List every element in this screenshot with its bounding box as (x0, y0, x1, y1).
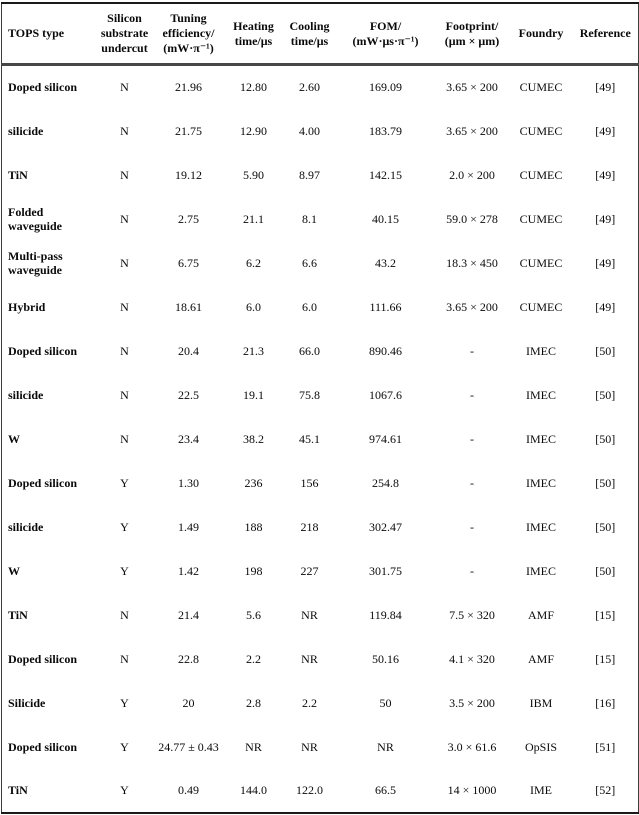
undercut-cell: N (120, 123, 129, 138)
reference-cell: [52] (595, 783, 616, 797)
foundry-cell: IMEC (526, 387, 556, 402)
undercut-cell: Y (120, 739, 129, 754)
header-fom: FOM/ (mW·μs·π⁻¹) (352, 18, 419, 48)
footprint-cell: 3.65 × 200 (446, 299, 498, 314)
fom-cell: 142.15 (369, 167, 402, 182)
heating-time-cell: 198 (244, 563, 263, 578)
footprint-cell: 59.0 × 278 (446, 211, 498, 226)
undercut-cell: Y (120, 475, 129, 490)
foundry-cell: IMEC (526, 431, 556, 446)
heating-time-cell: 6.0 (246, 299, 261, 314)
tuning-efficiency-cell: 22.5 (178, 387, 199, 402)
fom-cell: 40.15 (372, 211, 399, 226)
heating-time-cell: 12.80 (240, 80, 267, 95)
undercut-cell: N (120, 431, 129, 446)
tuning-efficiency-cell: 21.4 (178, 607, 199, 622)
fom-cell: 119.84 (369, 607, 402, 622)
tuning-efficiency-cell: 0.49 (178, 783, 199, 797)
cooling-time-cell: 227 (300, 563, 319, 578)
heating-time-cell: 6.2 (246, 255, 261, 270)
cooling-time-cell: 122.0 (296, 783, 323, 797)
tops-comparison-table (1, 2, 639, 814)
cooling-time-cell: 45.1 (299, 431, 320, 446)
table-row (2, 285, 639, 329)
fom-cell: 169.09 (369, 80, 402, 95)
cooling-time-cell: 2.2 (302, 695, 317, 710)
footprint-cell: 3.0 × 61.6 (447, 739, 497, 754)
reference-cell: [49] (595, 80, 616, 95)
tuning-efficiency-cell: 1.30 (178, 475, 199, 490)
header-cooling-time: Cooling time/μs (289, 18, 330, 48)
reference-cell: [51] (595, 739, 616, 754)
tops-type-cell: Doped silicon (8, 739, 78, 754)
foundry-cell: IMEC (526, 475, 556, 490)
tops-type-cell: TiN (8, 783, 28, 797)
tops-type-cell: TiN (8, 607, 28, 622)
table-row (2, 769, 639, 813)
reference-cell: [49] (595, 299, 616, 314)
tuning-efficiency-cell: 20.4 (178, 343, 199, 358)
table-row (2, 505, 639, 549)
table-row (2, 417, 639, 461)
undercut-cell: N (120, 255, 129, 270)
header-heating-time: Heating time/μs (233, 18, 274, 48)
table-row (2, 65, 639, 109)
footprint-cell: 3.65 × 200 (446, 123, 498, 138)
tops-type-cell: Doped silicon (8, 651, 78, 666)
table-row (2, 197, 639, 241)
header-tuning-efficiency: Tuning efficiency/ (mW·π⁻¹) (162, 11, 215, 55)
tuning-efficiency-cell: 19.12 (175, 167, 202, 182)
heating-time-cell: 5.90 (243, 167, 264, 182)
foundry-cell: IMEC (526, 519, 556, 534)
foundry-cell: CUMEC (519, 255, 563, 270)
table-row (2, 549, 639, 593)
fom-cell: 302.47 (369, 519, 402, 534)
table-row (2, 637, 639, 681)
undercut-cell: Y (120, 519, 129, 534)
table-row (2, 329, 639, 373)
footprint-cell: - (470, 475, 474, 490)
fom-cell: 301.75 (369, 563, 402, 578)
tuning-efficiency-cell: 6.75 (178, 255, 199, 270)
reference-cell: [15] (595, 607, 616, 622)
table-row (2, 373, 639, 417)
tops-type-cell: Doped silicon (8, 343, 78, 358)
fom-cell: 1067.6 (369, 387, 402, 402)
tops-type-cell: W (8, 563, 20, 578)
reference-cell: [50] (595, 563, 616, 578)
cooling-time-cell: 4.00 (299, 123, 320, 138)
footprint-cell: 18.3 × 450 (446, 255, 498, 270)
cooling-time-cell: 8.1 (302, 211, 317, 226)
fom-cell: 43.2 (375, 255, 396, 270)
cooling-time-cell: 8.97 (299, 167, 320, 182)
header-row (2, 3, 639, 65)
undercut-cell: Y (120, 783, 129, 797)
table-row (2, 681, 639, 725)
cooling-time-cell: 218 (300, 519, 319, 534)
heating-time-cell: 21.1 (243, 211, 264, 226)
fom-cell: NR (377, 739, 394, 754)
heating-time-cell: NR (245, 739, 262, 754)
undercut-cell: Y (120, 695, 129, 710)
footprint-cell: 3.5 × 200 (449, 695, 495, 710)
tops-type-cell: silicide (8, 387, 44, 402)
heating-time-cell: 2.2 (246, 651, 261, 666)
footprint-cell: 2.0 × 200 (449, 167, 495, 182)
fom-cell: 111.66 (369, 299, 402, 314)
reference-cell: [15] (595, 651, 616, 666)
tops-type-cell: Multi-pass waveguide (8, 248, 63, 277)
table-row (2, 461, 639, 505)
reference-cell: [16] (595, 695, 616, 710)
heating-time-cell: 188 (244, 519, 263, 534)
tuning-efficiency-cell: 21.96 (175, 80, 202, 95)
table-row (2, 593, 639, 637)
foundry-cell: IME (530, 783, 552, 797)
reference-cell: [50] (595, 431, 616, 446)
reference-cell: [50] (595, 475, 616, 490)
footprint-cell: - (470, 343, 474, 358)
cooling-time-cell: NR (301, 651, 318, 666)
header-footprint: Footprint/ (μm × μm) (444, 18, 500, 48)
tuning-efficiency-cell: 23.4 (178, 431, 199, 446)
undercut-cell: N (120, 343, 129, 358)
fom-cell: 50 (379, 695, 392, 710)
reference-cell: [50] (595, 343, 616, 358)
table-row (2, 241, 639, 285)
heating-time-cell: 144.0 (240, 783, 267, 797)
undercut-cell: N (120, 387, 129, 402)
heating-time-cell: 38.2 (243, 431, 264, 446)
cooling-time-cell: 6.6 (302, 255, 317, 270)
header-substrate-undercut: Silicon substrate undercut (100, 11, 149, 55)
foundry-cell: CUMEC (519, 80, 563, 95)
table-body (2, 65, 639, 813)
tops-type-cell: silicide (8, 519, 44, 534)
footprint-cell: - (470, 563, 474, 578)
undercut-cell: N (120, 607, 129, 622)
tops-type-cell: Doped silicon (8, 475, 78, 490)
footprint-cell: - (470, 519, 474, 534)
undercut-cell: Y (120, 563, 129, 578)
footprint-cell: 3.65 × 200 (446, 80, 498, 95)
undercut-cell: N (120, 211, 129, 226)
foundry-cell: CUMEC (519, 211, 563, 226)
tops-type-cell: Hybrid (8, 299, 46, 314)
heating-time-cell: 12.90 (240, 123, 267, 138)
tuning-efficiency-cell: 2.75 (178, 211, 199, 226)
tuning-efficiency-cell: 21.75 (175, 123, 202, 138)
reference-cell: [49] (595, 123, 616, 138)
heating-time-cell: 21.3 (243, 343, 264, 358)
foundry-cell: CUMEC (519, 123, 563, 138)
tops-type-cell: Silicide (8, 695, 46, 710)
footprint-cell: - (470, 387, 474, 402)
table-header (2, 3, 639, 65)
fom-cell: 974.61 (369, 431, 402, 446)
footprint-cell: 4.1 × 320 (449, 651, 495, 666)
undercut-cell: N (120, 167, 129, 182)
cooling-time-cell: 66.0 (299, 343, 320, 358)
cooling-time-cell: NR (301, 739, 318, 754)
fom-cell: 50.16 (372, 651, 399, 666)
foundry-cell: CUMEC (519, 299, 563, 314)
cooling-time-cell: 6.0 (302, 299, 317, 314)
tops-type-cell: silicide (8, 123, 44, 138)
table-row (2, 109, 639, 153)
header-reference: Reference (579, 26, 631, 40)
tops-type-cell: Folded waveguide (8, 204, 62, 233)
foundry-cell: AMF (527, 607, 554, 622)
foundry-cell: OpSIS (524, 739, 557, 754)
undercut-cell: N (120, 299, 129, 314)
tuning-efficiency-cell: 22.8 (178, 651, 199, 666)
header-foundry: Foundry (518, 26, 564, 40)
fom-cell: 890.46 (369, 343, 402, 358)
foundry-cell: IBM (529, 695, 553, 710)
fom-cell: 254.8 (372, 475, 399, 490)
undercut-cell: N (120, 80, 129, 95)
heating-time-cell: 236 (244, 475, 263, 490)
reference-cell: [49] (595, 167, 616, 182)
footprint-cell: - (470, 431, 474, 446)
tops-type-cell: Doped silicon (8, 80, 78, 95)
tuning-efficiency-cell: 1.49 (178, 519, 199, 534)
tuning-efficiency-cell: 20 (182, 695, 195, 710)
cooling-time-cell: NR (301, 607, 318, 622)
fom-cell: 66.5 (375, 783, 396, 797)
tops-type-cell: TiN (8, 167, 28, 182)
reference-cell: [49] (595, 211, 616, 226)
foundry-cell: CUMEC (519, 167, 563, 182)
cooling-time-cell: 2.60 (299, 80, 320, 95)
header-tops-type: TOPS type (8, 26, 65, 40)
tuning-efficiency-cell: 24.77 ± 0.43 (158, 739, 219, 754)
foundry-cell: IMEC (526, 343, 556, 358)
tuning-efficiency-cell: 18.61 (175, 299, 202, 314)
heating-time-cell: 5.6 (246, 607, 261, 622)
reference-cell: [49] (595, 255, 616, 270)
reference-cell: [50] (595, 519, 616, 534)
undercut-cell: N (120, 651, 129, 666)
foundry-cell: IMEC (526, 563, 556, 578)
footprint-cell: 7.5 × 320 (449, 607, 495, 622)
tuning-efficiency-cell: 1.42 (178, 563, 199, 578)
fom-cell: 183.79 (369, 123, 402, 138)
tops-type-cell: W (8, 431, 20, 446)
reference-cell: [50] (595, 387, 616, 402)
table-row (2, 725, 639, 769)
table-row (2, 153, 639, 197)
foundry-cell: AMF (527, 651, 554, 666)
cooling-time-cell: 75.8 (299, 387, 320, 402)
heating-time-cell: 19.1 (243, 387, 264, 402)
footprint-cell: 14 × 1000 (447, 783, 497, 797)
cooling-time-cell: 156 (300, 475, 319, 490)
heating-time-cell: 2.8 (246, 695, 261, 710)
